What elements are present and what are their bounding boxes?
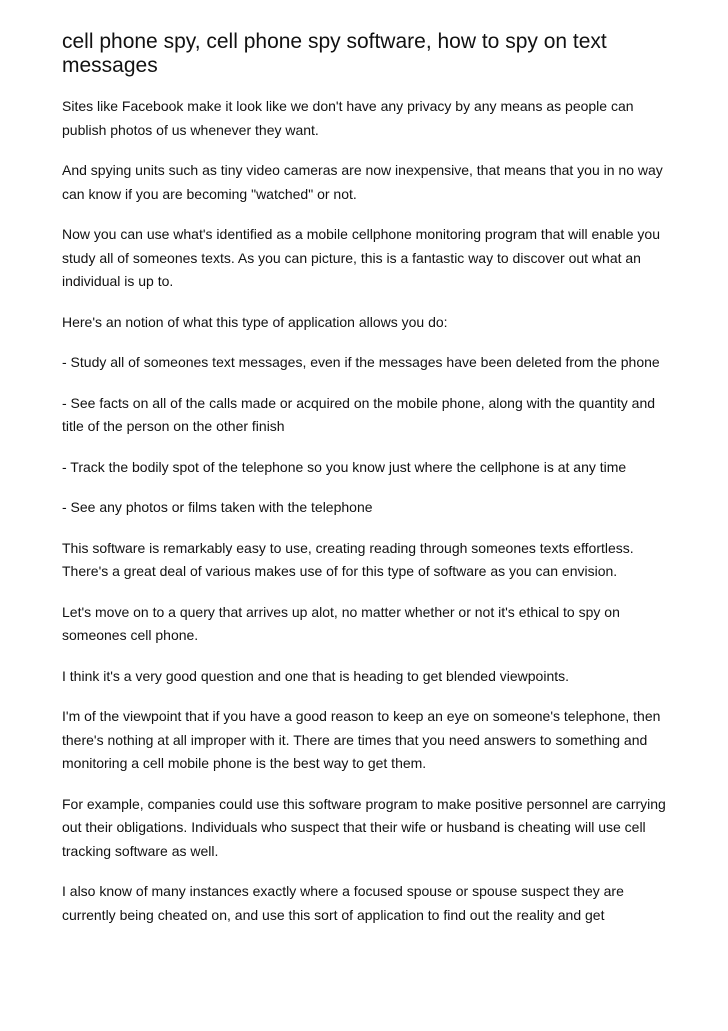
paragraph: Let's move on to a query that arrives up alot, no matter whether or not it's ethical to spy on someones cell phone.	[62, 603, 620, 643]
list-item: - Study all of someones text messages, even if the messages have been deleted from the phone	[62, 354, 660, 370]
paragraph: Now you can use what's identified as a mobile cellphone monitoring program that will enable you study all of someones texts. As you can picture, this is a fantastic way to discover out what an individual is up to.	[62, 226, 661, 289]
document-title: cell phone spy, cell phone spy software, how to spy on text messages	[62, 30, 607, 77]
paragraph: For example, companies could use this software program to make positive personnel are carrying out their obligations. Individuals who suspect that their wife or husband is cheating will use cell tracking software as well.	[62, 795, 666, 859]
list-item: - Track the bodily spot of the telephone so you know just where the cellphone is at any time	[62, 458, 627, 475]
paragraph: Sites like Facebook make it look like we don't have any privacy by any means as people can publish photos of us whenever they want.	[62, 98, 634, 138]
paragraph: I'm of the viewpoint that if you have a good reason to keep an eye on someone's telephone, then there's nothing at all improper with it. There are times that you need answers to something and monitoring a cell mobile phone is the best way to get them.	[62, 708, 661, 771]
paragraph: This software is remarkably easy to use, creating reading through someones texts effortless. There's a great deal of various makes use of for this type of software as you can envision.	[62, 539, 634, 579]
document-page	[62, 30, 672, 944]
paragraph: And spying units such as tiny video cameras are now inexpensive, that means that you in no way can know if you are becoming "watched" or not.	[62, 162, 663, 202]
paragraph: I think it's a very good question and one that is heading to get blended viewpoints.	[62, 667, 570, 684]
paragraph: I also know of many instances exactly where a focused spouse or spouse suspect they are currently being cheated on, and use this sort of application to find out the reality and get	[62, 883, 624, 923]
list-item: - See facts on all of the calls made or acquired on the mobile phone, along with the quantity and title of the person on the other finish	[62, 394, 656, 434]
paragraph: Here's an notion of what this type of application allows you do:	[62, 313, 448, 330]
list-item: - See any photos or films taken with the telephone	[62, 499, 373, 515]
